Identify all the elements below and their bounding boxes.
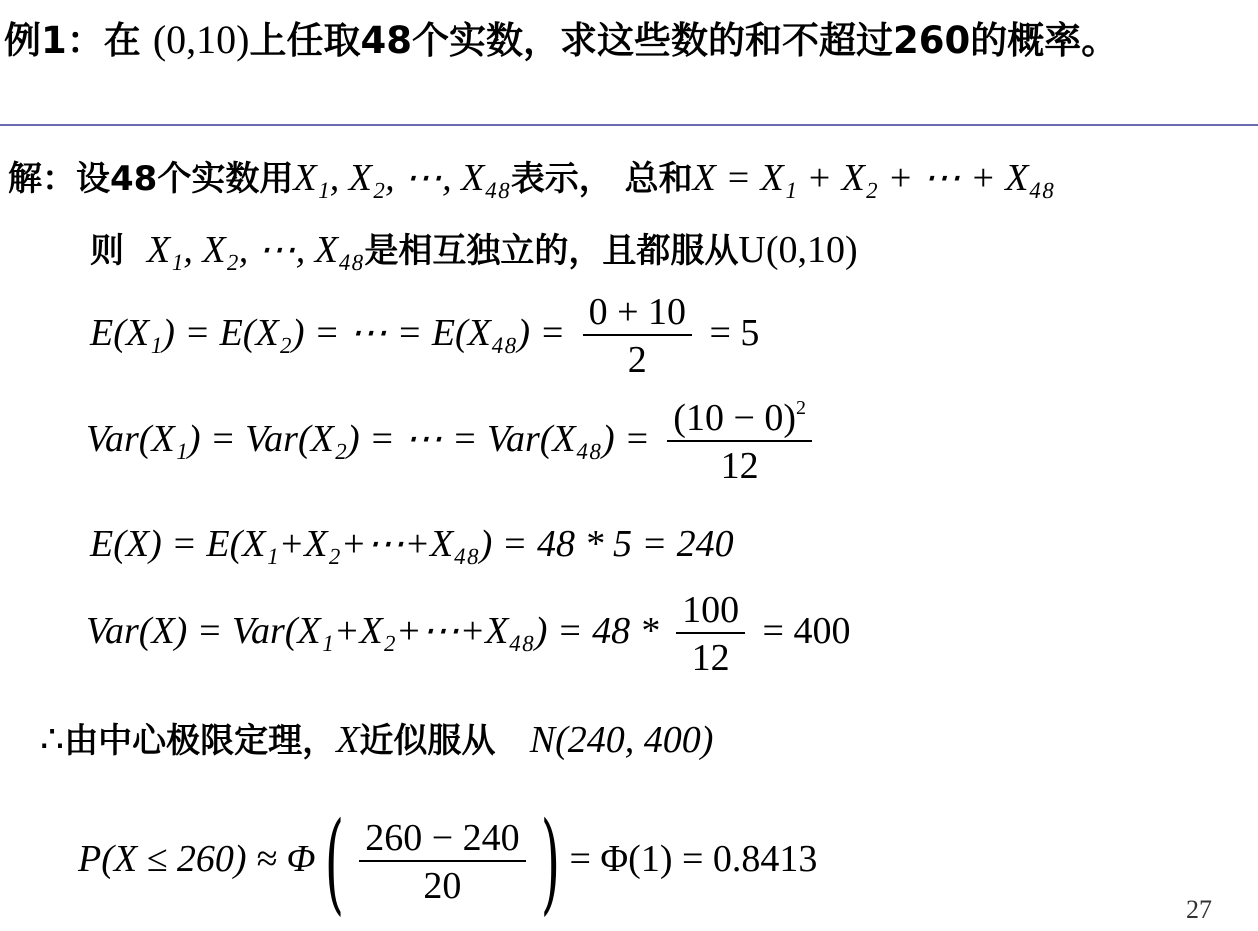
left-paren: (	[324, 798, 344, 926]
title-colon: ：	[66, 19, 104, 62]
eq-varx-fraction	[676, 590, 745, 678]
line1-text: 设48个实数用	[76, 159, 294, 199]
eq-var-denominator: 12	[720, 445, 759, 487]
title-prefix: 例1	[4, 19, 67, 62]
eq-mean-numerator: 0 + 10	[583, 292, 692, 336]
eq-mean-rhs: = 5	[709, 312, 760, 354]
conclusion-line	[40, 718, 713, 763]
title-divider	[0, 124, 1258, 126]
line2-vars: X₁, X₂, ⋯, X₄₈	[146, 229, 365, 271]
solution-line-2	[90, 228, 858, 273]
title-before: 在	[103, 19, 141, 62]
eq-ex: E(X) = E(X₁+X₂+⋯+X₄₈) = 48 * 5 = 240	[90, 523, 734, 565]
right-paren: )	[540, 798, 561, 926]
line2-dist: U(0,10)	[738, 229, 858, 271]
eq-varx-numerator: 100	[676, 590, 745, 634]
equation-probability	[78, 798, 818, 926]
equation-variance-sum	[86, 590, 850, 678]
line1-mid: 表示， 总和	[510, 159, 693, 199]
eq-var-fraction	[667, 398, 812, 486]
eq-varx-rhs: = 400	[762, 610, 851, 652]
line1-vars: X₁, X₂, ⋯, X₄₈	[293, 157, 511, 199]
eq-mean-lhs: E(X₁) = E(X₂) = ⋯ = E(X₄₈) =	[90, 312, 566, 354]
title-middle: 上任取48个实数，求这些数的和不超过260的概率。	[249, 19, 1119, 62]
eq-var-exponent: 2	[796, 397, 807, 419]
conclusion-var: X	[336, 719, 360, 761]
title-interval: (0,10)	[152, 17, 250, 62]
eq-varx-lhs: Var(X) = Var(X₁+X₂+⋯+X₄₈) = 48 *	[86, 610, 659, 652]
prob-denominator: 20	[423, 865, 462, 907]
prob-rhs: = Φ(1) = 0.8413	[569, 838, 818, 880]
prob-numerator: 260 − 240	[359, 818, 525, 862]
eq-mean-fraction	[583, 292, 692, 380]
equation-variance	[86, 398, 818, 486]
line2-prefix: 则	[90, 231, 124, 271]
page-number: 27	[1186, 895, 1212, 924]
eq-var-lhs: Var(X₁) = Var(X₂) = ⋯ = Var(X₄₈) =	[86, 418, 650, 460]
solution-label: 解：	[8, 159, 76, 199]
equation-mean	[90, 292, 759, 380]
slide-title	[4, 14, 1254, 67]
conclusion-dist: N(240, 400)	[529, 719, 714, 761]
prob-lhs: P(X ≤ 260) ≈ Φ	[78, 838, 316, 880]
eq-var-numerator	[667, 398, 812, 442]
conclusion-text-2: 近似服从	[359, 721, 496, 761]
equation-expectation-sum	[90, 522, 734, 567]
solution-line-1	[8, 156, 1055, 201]
prob-fraction	[359, 818, 525, 906]
eq-varx-denominator: 12	[691, 637, 730, 679]
line1-sum: X = X₁ + X₂ + ⋯ + X₄₈	[692, 157, 1055, 199]
line2-text: 是相互独立的，且都服从	[364, 231, 739, 271]
eq-var-numerator-base: (10 − 0)	[673, 397, 797, 439]
eq-mean-denominator: 2	[627, 339, 647, 381]
therefore-symbol: ∴	[40, 719, 65, 761]
conclusion-text: 由中心极限定理，	[64, 721, 337, 761]
